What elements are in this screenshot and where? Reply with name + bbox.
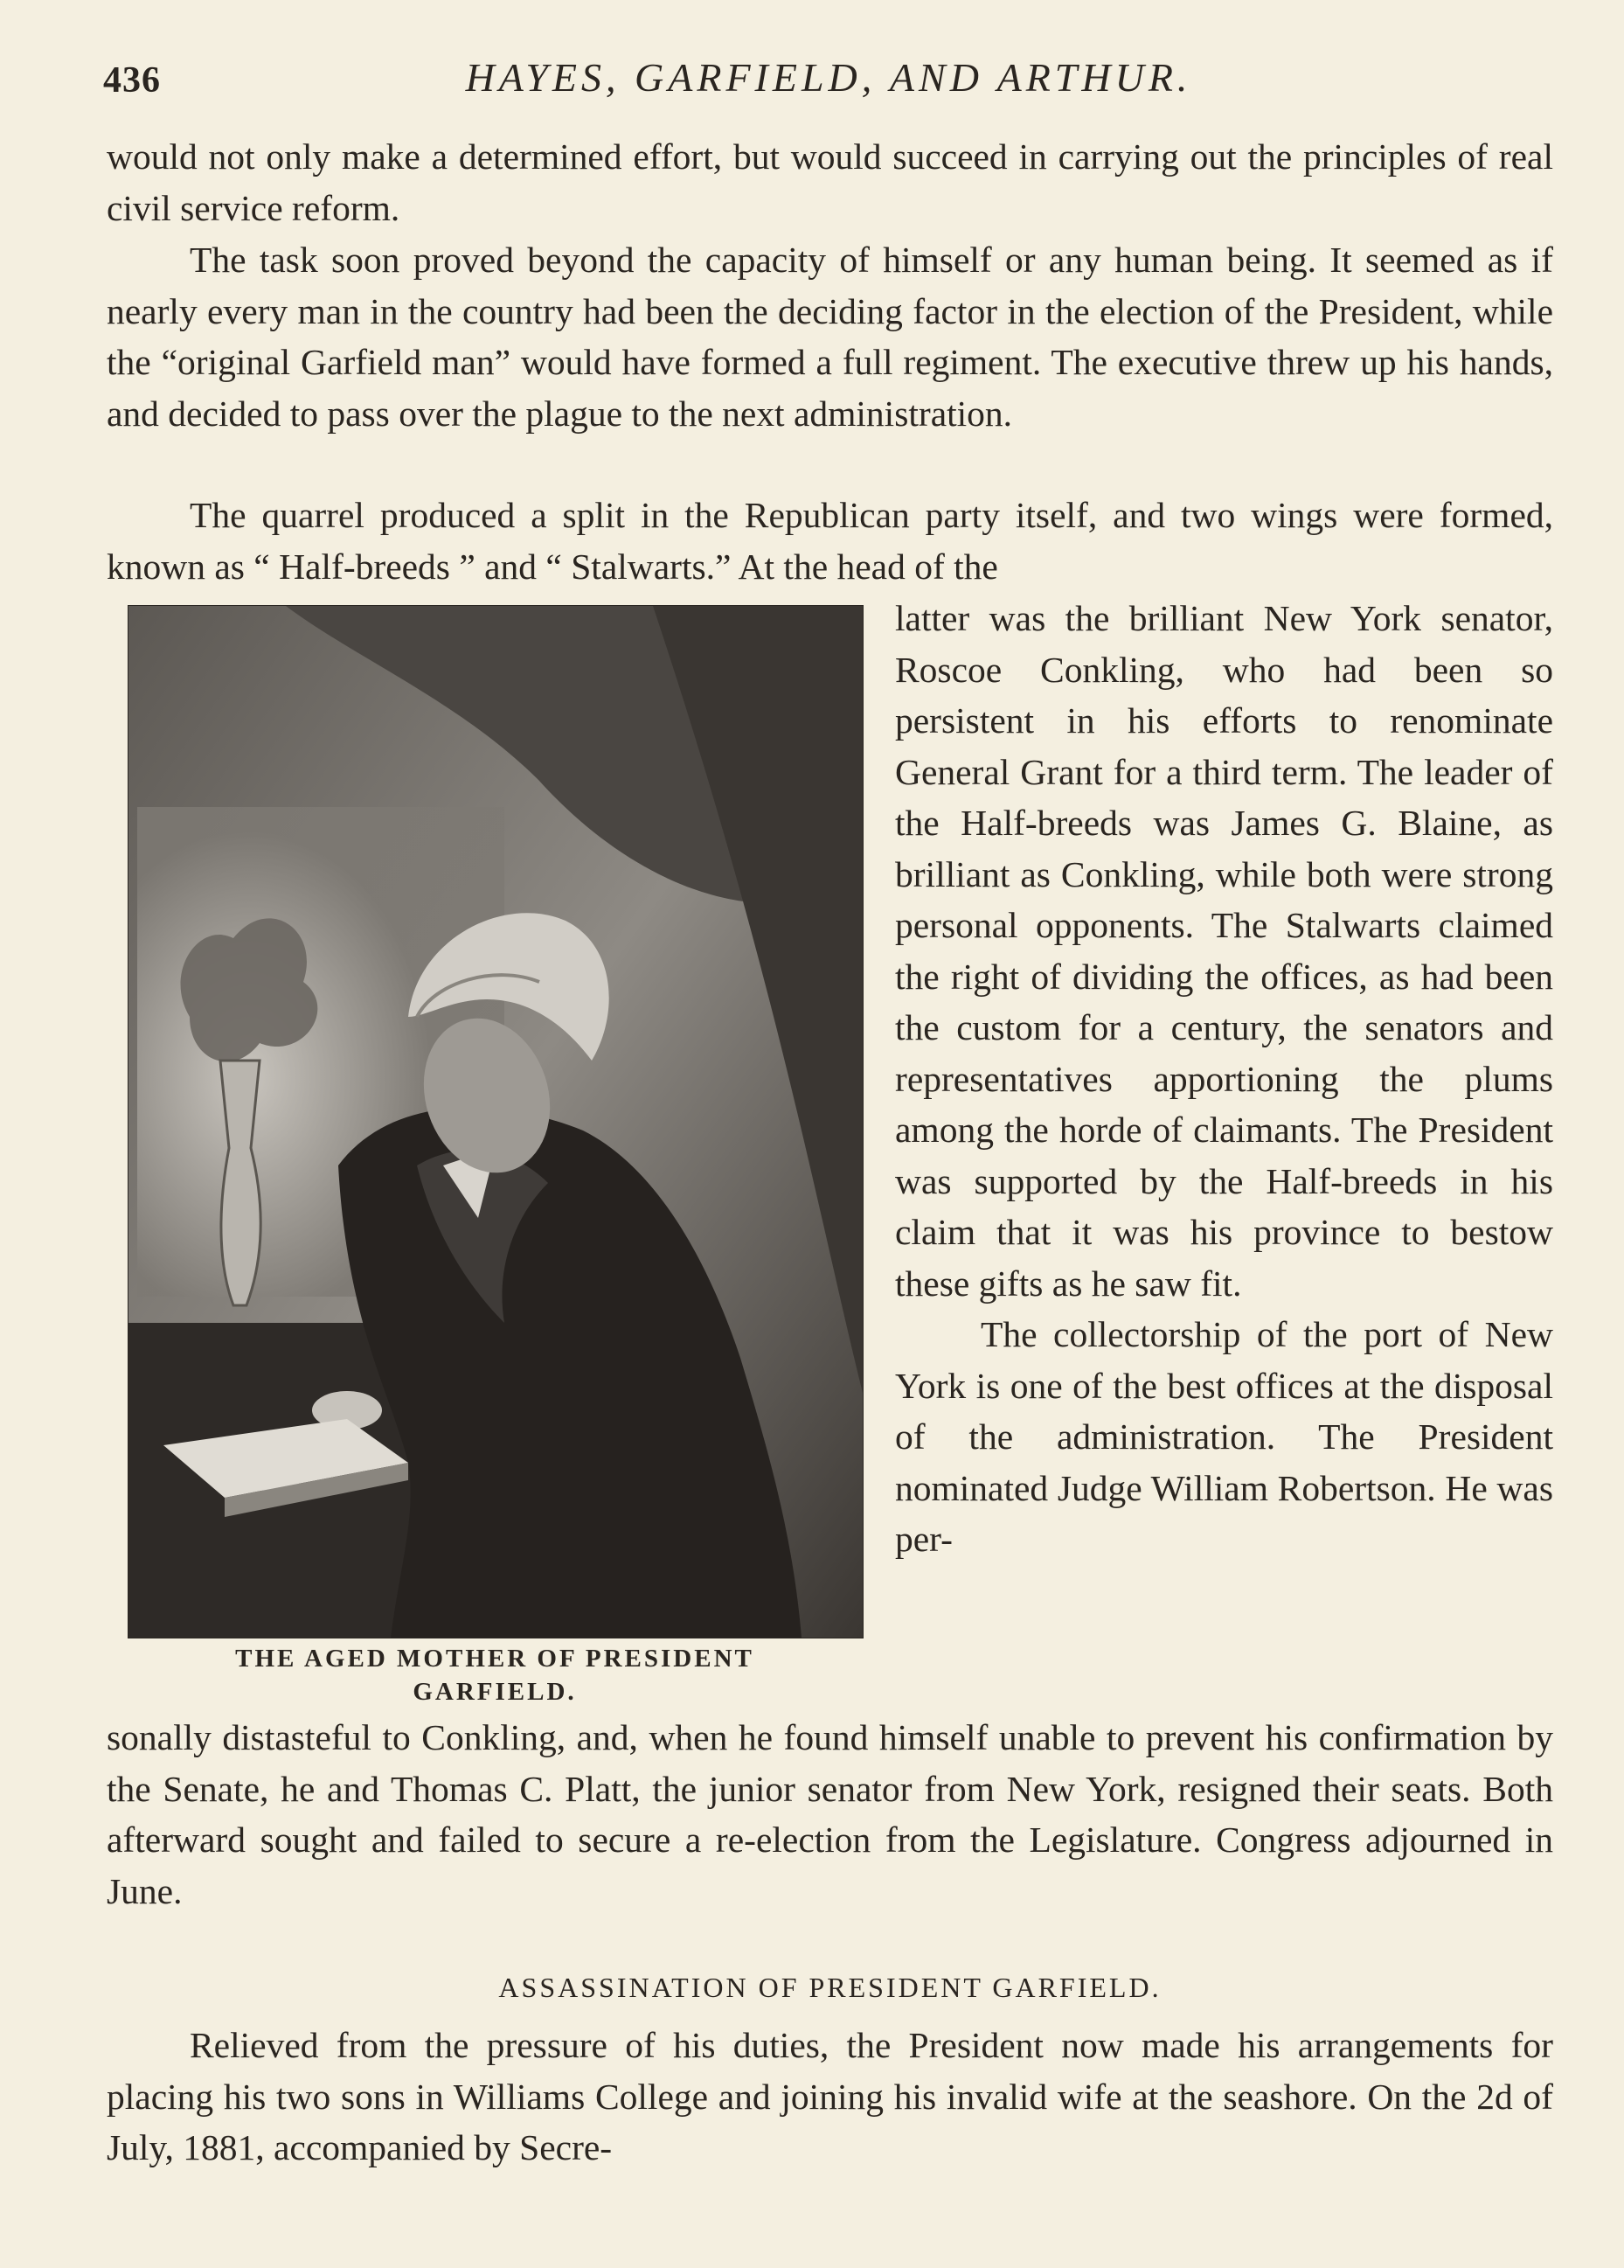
- paragraph-quarrel-column: latter was the brilliant New York senator, Roscoe Conkling, who had been so persistent in his efforts to renominate General Grant for a third term. The leader of the Half-breeds was James G. Blaine, as brilliant as Conkling, while both were strong personal opponents. The Stalwarts claimed the right of dividing the offices, as had been the custom for a century, the senators and representatives apportioning the plums among the horde of claimants. The President was supported by the Half-breeds in his claim that it was his province to bestow these gifts as he saw fit.: [895, 598, 1553, 1304]
- paragraph-task: The task soon proved beyond the capacity of himself or any human being. It seemed as if nearly every man in the country had been the deciding factor in the election of the President, while the “original Garfield man” would have formed a full regiment. The executive threw up his hands, and decided to pass over the plague to the next administration.: [107, 240, 1553, 434]
- figure-caption: [128, 1642, 862, 1708]
- paragraph-collectorship-rest: sonally distasteful to Conkling, and, when he found himself unable to prevent his confirmation by the Senate, he and Thomas C. Platt, the junior senator from New York, resigned their seats. Both afterward sought and failed to secure a re-election from the Legislature. Congress adjourned in June.: [107, 1717, 1553, 1911]
- running-title: HAYES, GARFIELD, AND ARTHUR.: [465, 55, 1192, 100]
- portrait-image: [128, 606, 863, 1638]
- paragraph-relieved: Relieved from the pressure of his duties, the President now made his arrangements for placing his two sons in Williams College and joining his invalid wife at the seashore. On the 2d of July, 1881, accompanied by Secre-: [107, 2025, 1553, 2167]
- page-header: [103, 54, 1554, 115]
- caption-line-2: GARFIELD.: [413, 1678, 577, 1706]
- portrait-illustration: [128, 605, 864, 1638]
- page-number: 436: [103, 60, 161, 101]
- paragraph-collectorship-column: The collectorship of the port of New York is one of the best offices at the disposal of the administration. The President nominated Judge William Robertson. He was per-: [895, 1314, 1553, 1559]
- paragraph-continuation: would not only make a determined effort, but would succeed in carrying out the principles of real civil service reform.: [107, 136, 1553, 228]
- caption-line-1: THE AGED MOTHER OF PRESIDENT: [235, 1645, 754, 1673]
- paragraph-quarrel-start: The quarrel produced a split in the Republican party itself, and two wings were formed, known as “ Half-breeds ” and “ Stalwarts.” At the head of the: [107, 495, 1553, 587]
- text-column-beside-figure: [895, 593, 1553, 1565]
- section-heading: ASSASSINATION OF PRESIDENT GARFIELD.: [498, 1972, 1162, 2003]
